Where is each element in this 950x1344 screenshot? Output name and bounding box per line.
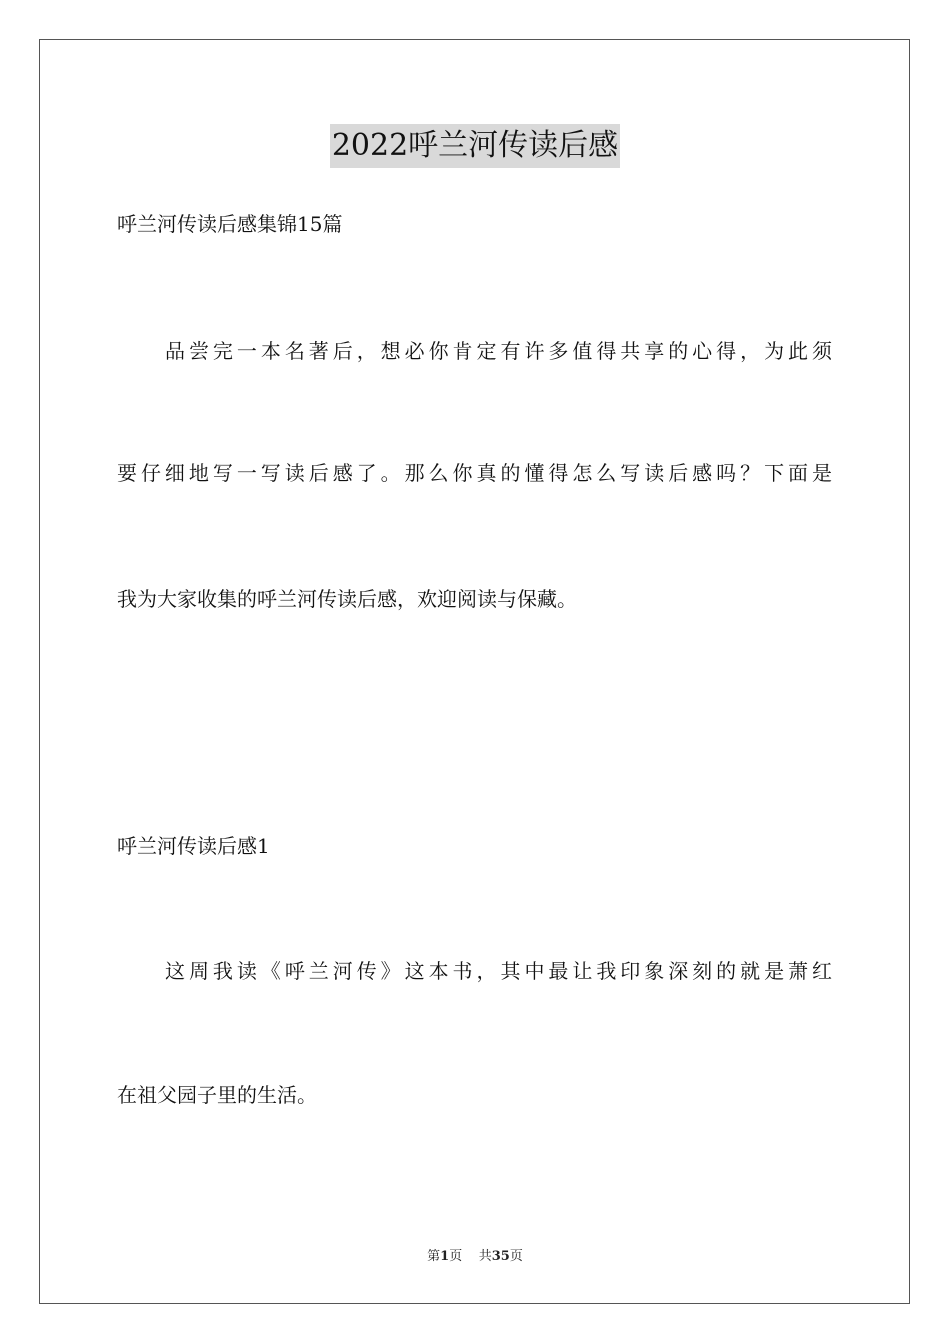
intro-line-2: 要仔细地写一写读后感了。那么你真的懂得怎么写读后感吗？下面是	[117, 461, 832, 485]
title-container	[0, 124, 950, 168]
document-subtitle: 呼兰河传读后感集锦15篇	[117, 212, 343, 236]
page-suffix: 页	[449, 1249, 463, 1264]
section-heading: 呼兰河传读后感1	[117, 834, 270, 858]
page-current: 1	[440, 1249, 450, 1264]
total-suffix: 页	[509, 1249, 523, 1264]
page-prefix: 第	[427, 1249, 441, 1264]
intro-line-3: 我为大家收集的呼兰河传读后感，欢迎阅读与保藏。	[117, 587, 577, 611]
page-total: 35	[491, 1249, 510, 1264]
section-line-2: 在祖父园子里的生活。	[117, 1083, 317, 1107]
total-prefix: 共	[478, 1249, 492, 1264]
page-footer	[0, 1247, 950, 1267]
intro-line-1: 品尝完一本名著后，想必你肯定有许多值得共享的心得，为此须	[165, 339, 832, 363]
section-line-1: 这周我读《呼兰河传》这本书，其中最让我印象深刻的就是萧红	[165, 959, 832, 983]
document-title: 2022呼兰河传读后感	[330, 124, 620, 168]
